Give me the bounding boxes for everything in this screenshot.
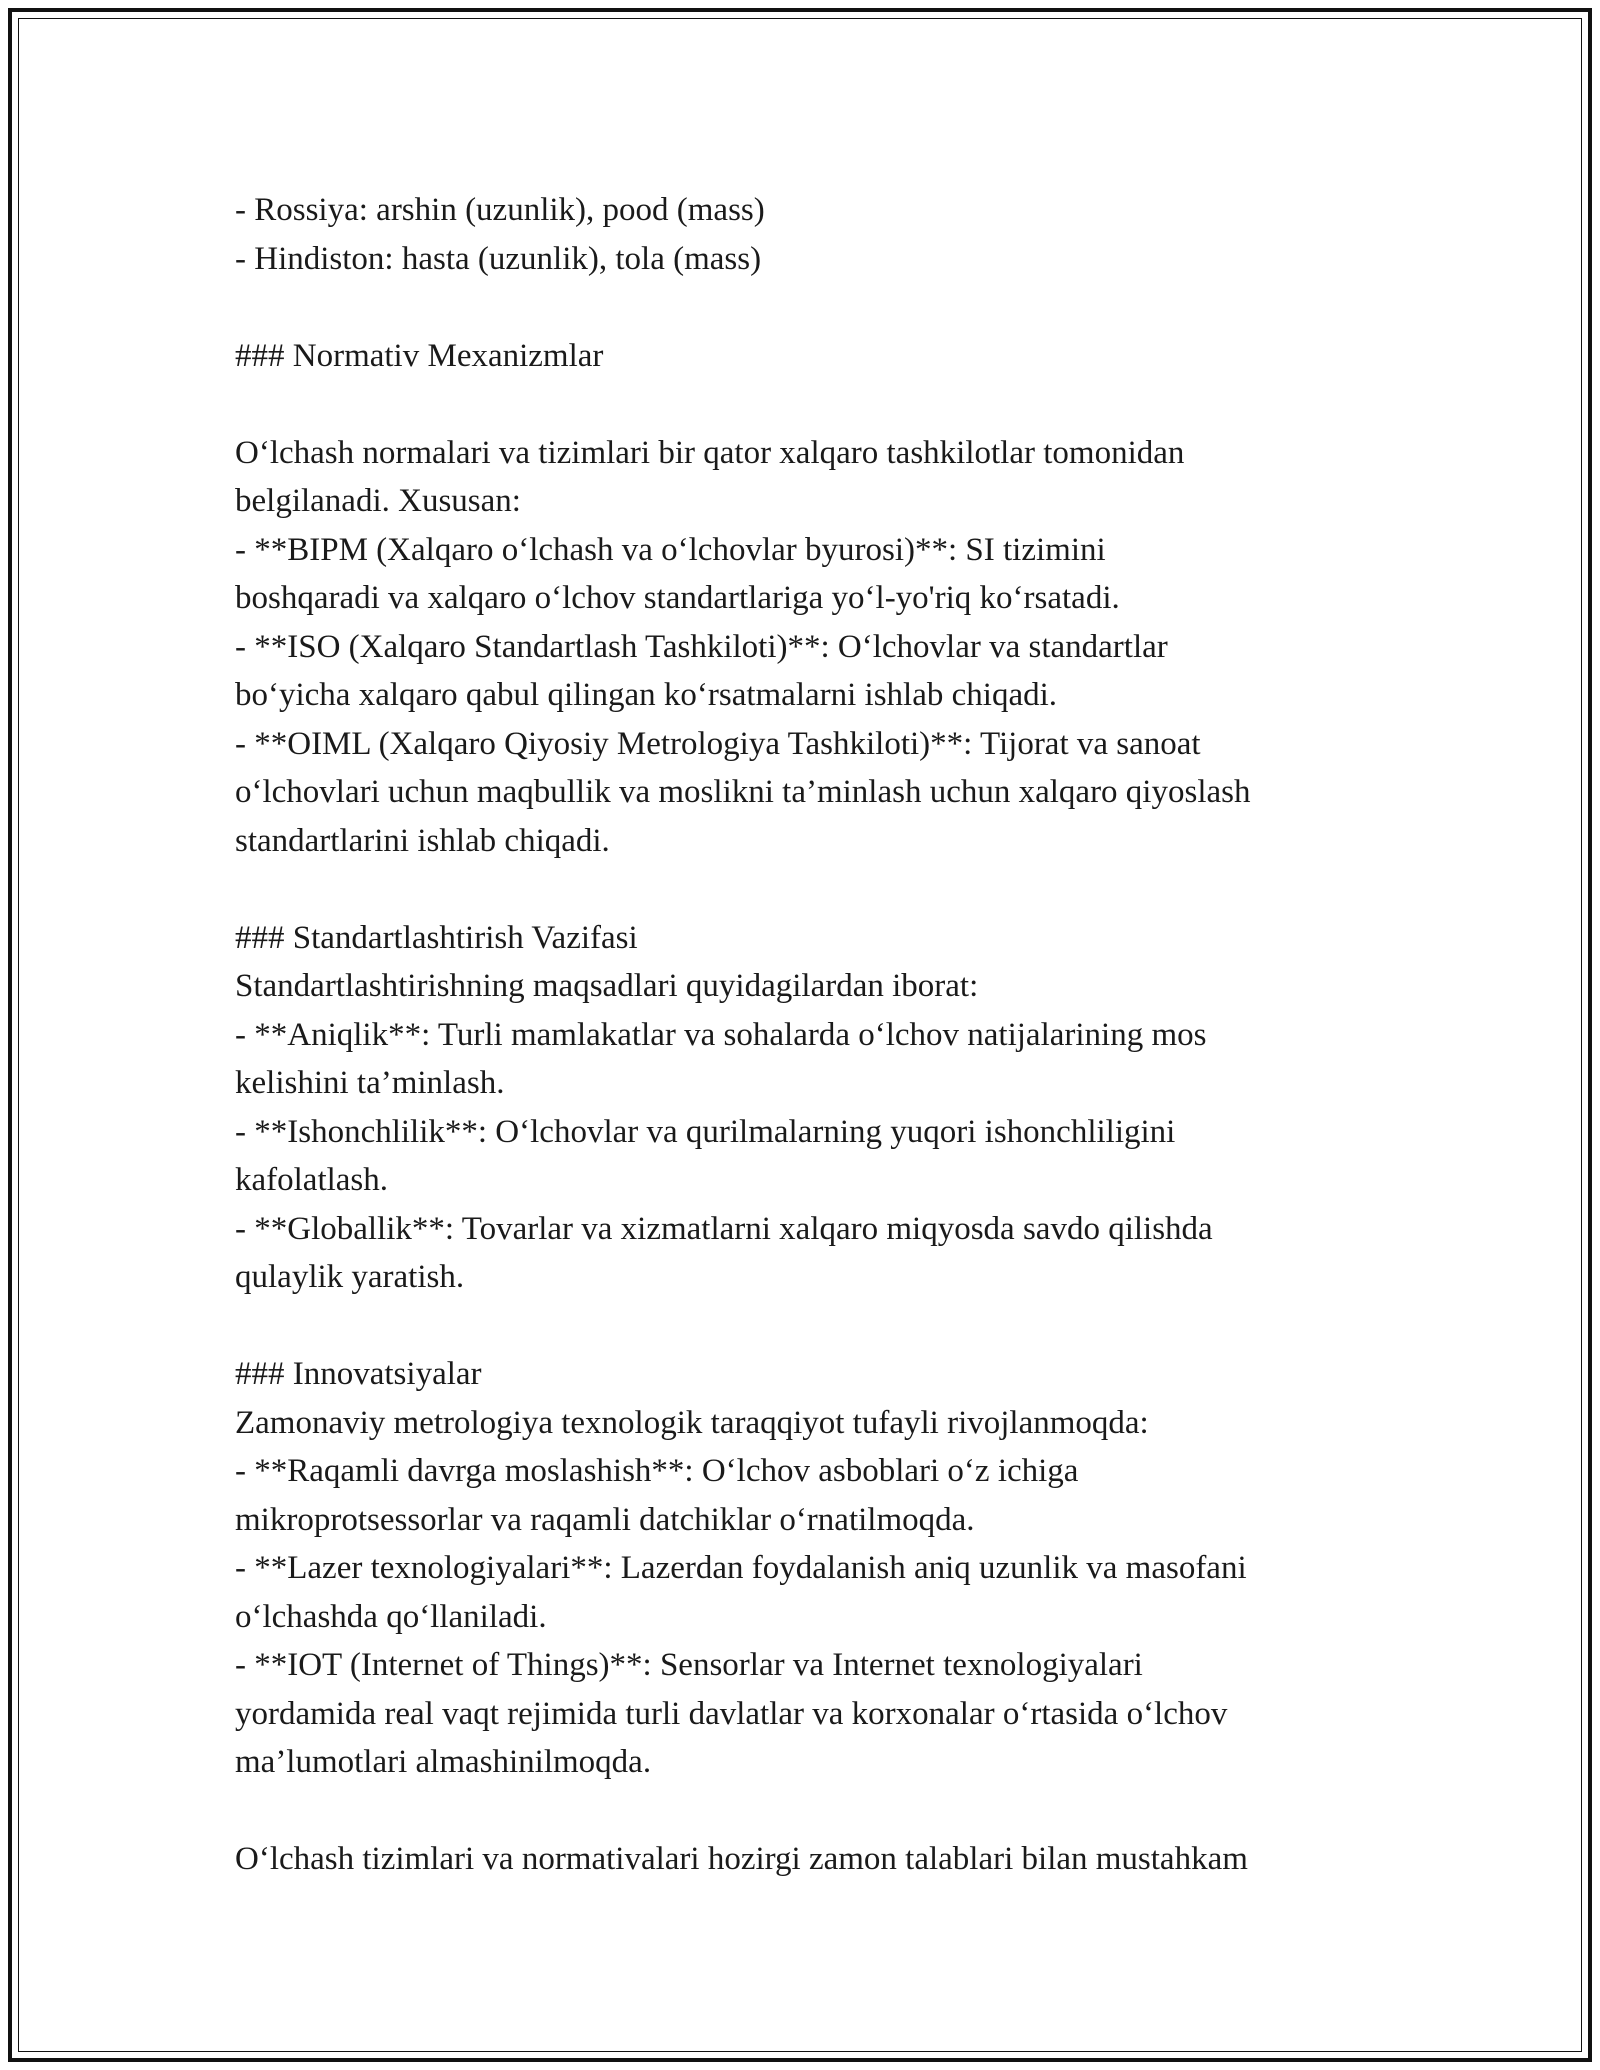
text-line: mikroprotsessorlar va raqamli datchiklar o‘rnatilmoqda.	[235, 1501, 975, 1538]
text-line: belgilanadi. Xususan:	[235, 483, 521, 519]
text-line: - **ISO (Xalqaro Standartlash Tashkiloti)**: O‘lchovlar va standartlar	[235, 628, 1168, 665]
text-line: o‘lchashda qo‘llaniladi.	[235, 1598, 547, 1635]
text-line: kelishini ta’minlash.	[235, 1065, 505, 1101]
text-line: qulaylik yaratish.	[235, 1259, 465, 1295]
document-text	[235, 186, 1395, 1884]
blank-line	[235, 1302, 1395, 1351]
section-heading: ### Normativ Mexanizmlar	[235, 337, 604, 374]
blank-line	[235, 865, 1395, 914]
text-line: - **Aniqlik**: Turli mamlakatlar va sohalarda o‘lchov natijalarining mos	[235, 1016, 1207, 1053]
text-line: - **Lazer texnologiyalari**: Lazerdan foydalanish aniq uzunlik va masofani	[235, 1550, 1247, 1586]
blank-line	[235, 283, 1395, 332]
section-heading: ### Standartlashtirish Vazifasi	[235, 919, 638, 956]
text-line: yordamida real vaqt rejimida turli davlatlar va korxonalar o‘rtasida o‘lchov	[235, 1695, 1228, 1732]
text-line: - **OIML (Xalqaro Qiyosiy Metrologiya Tashkiloti)**: Tijorat va sanoat	[235, 725, 1201, 762]
text-line: O‘lchash tizimlari va normativalari hozirgi zamon talablari bilan mustahkam	[235, 1841, 1248, 1877]
text-line: ma’lumotlari almashinilmoqda.	[235, 1744, 652, 1780]
text-line: - Hindiston: hasta (uzunlik), tola (mass)	[235, 240, 762, 277]
text-line: Zamonaviy metrologiya texnologik taraqqiyot tufayli rivojlanmoqda:	[235, 1404, 1149, 1441]
text-line: kafolatlash.	[235, 1162, 389, 1198]
text-line: - Rossiya: arshin (uzunlik), pood (mass)	[235, 192, 765, 228]
text-line: O‘lchash normalari va tizimlari bir qator xalqaro tashkilotlar tomonidan	[235, 434, 1185, 471]
blank-line	[235, 1787, 1395, 1836]
blank-line	[235, 380, 1395, 429]
text-line: - **IOT (Internet of Things)**: Sensorlar va Internet texnologiyalari	[235, 1647, 1143, 1683]
text-line: boshqaradi va xalqaro o‘lchov standartlariga yo‘l-yo'riq ko‘rsatadi.	[235, 580, 1120, 616]
text-line: Standartlashtirishning maqsadlari quyidagilardan iborat:	[235, 968, 979, 1004]
text-line: - **Ishonchlilik**: O‘lchovlar va qurilmalarning yuqori ishonchliligini	[235, 1113, 1176, 1150]
text-line: bo‘yicha xalqaro qabul qilingan ko‘rsatmalarni ishlab chiqadi.	[235, 677, 1058, 713]
text-line: - **Globallik**: Tovarlar va xizmatlarni xalqaro miqyosda savdo qilishda	[235, 1210, 1213, 1247]
section-heading: ### Innovatsiyalar	[235, 1356, 482, 1392]
text-line: - **Raqamli davrga moslashish**: O‘lchov asboblari o‘z ichiga	[235, 1453, 1079, 1489]
text-line: o‘lchovlari uchun maqbullik va moslikni ta’minlash uchun xalqaro qiyoslash	[235, 774, 1251, 810]
text-line: - **BIPM (Xalqaro o‘lchash va o‘lchovlar byurosi)**: SI tizimini	[235, 531, 1106, 568]
text-line: standartlarini ishlab chiqadi.	[235, 822, 610, 859]
